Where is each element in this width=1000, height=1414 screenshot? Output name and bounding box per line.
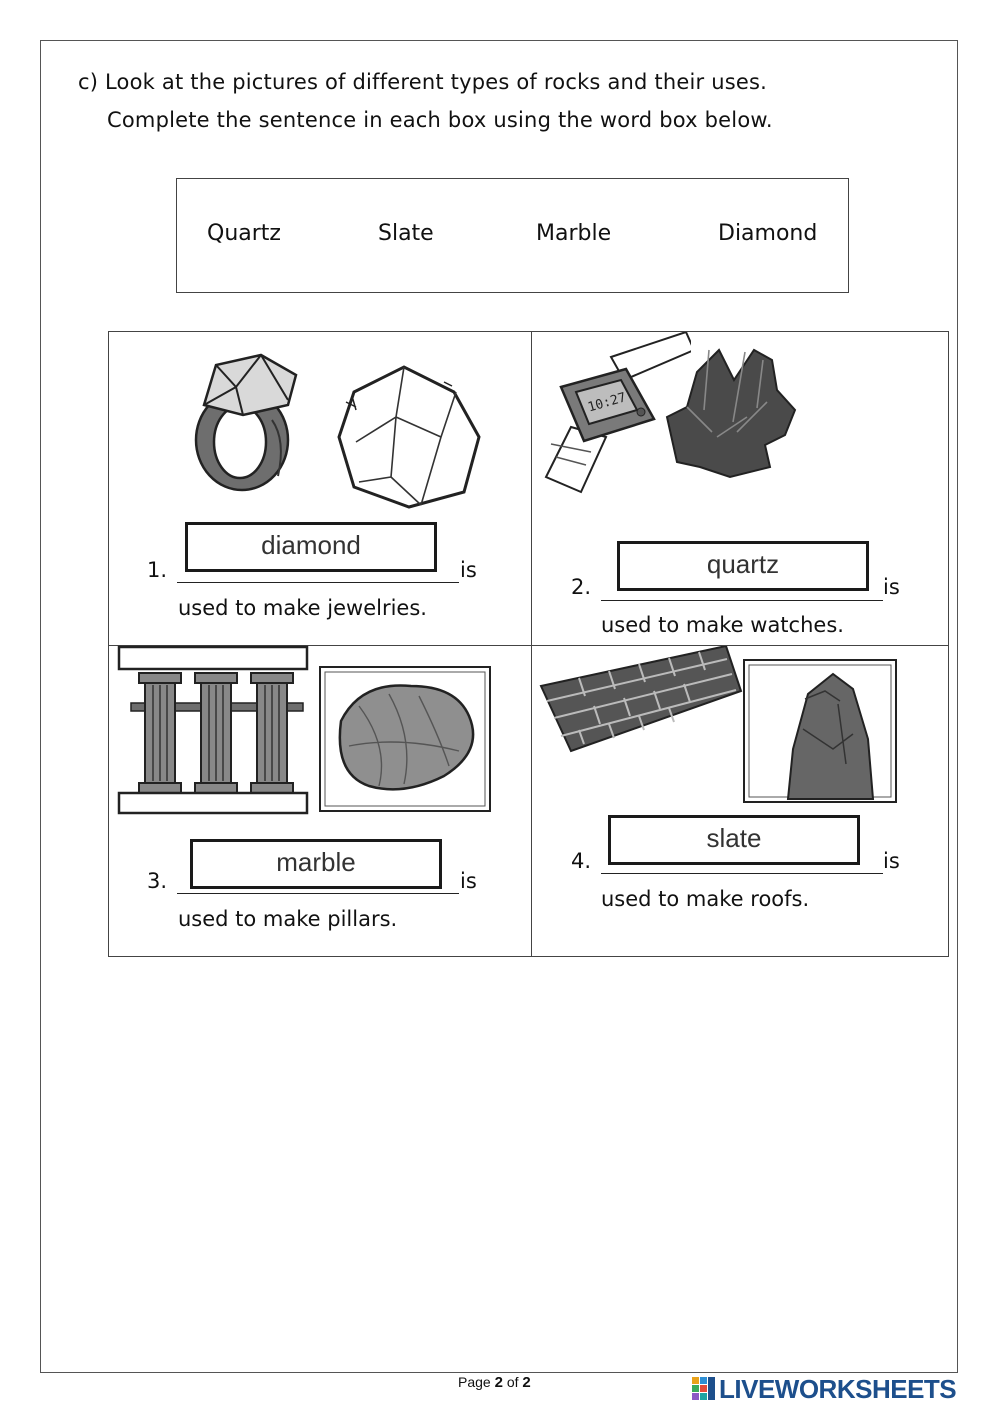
- word-slate: Slate: [378, 221, 434, 246]
- ring-icon: [184, 350, 309, 495]
- page-number: [458, 1374, 531, 1391]
- exercise-grid: [108, 331, 949, 957]
- item-2-answer-field[interactable]: quartz: [617, 541, 869, 591]
- item-3-suffix: is: [460, 869, 477, 893]
- instruction-line-2: Complete the sentence in each box using the word box below.: [107, 108, 773, 132]
- word-box: [176, 178, 849, 293]
- grid-divider-vertical: [531, 332, 532, 956]
- item-3-answer-field[interactable]: marble: [190, 839, 442, 889]
- item-3-blank-line: [177, 893, 459, 894]
- word-quartz: Quartz: [207, 221, 281, 246]
- pillars-icon: [117, 645, 312, 815]
- item-2-number: 2.: [571, 575, 592, 599]
- marble-rock-icon: [319, 666, 491, 812]
- item-1-number: 1.: [147, 558, 168, 582]
- item-1-suffix: is: [460, 558, 477, 582]
- item-1-continuation: used to make jewelries.: [178, 596, 427, 620]
- item-4-blank-line: [601, 873, 883, 874]
- item-1-answer-field[interactable]: diamond: [185, 522, 437, 572]
- item-3-continuation: used to make pillars.: [178, 907, 398, 931]
- liveworksheets-wordmark: LIVEWORKSHEETS: [719, 1374, 957, 1404]
- item-4-suffix: is: [883, 849, 900, 873]
- instruction-line-1: c) Look at the pictures of different types of rocks and their uses.: [78, 70, 768, 94]
- item-4-answer-field[interactable]: slate: [608, 815, 860, 865]
- slate-rock-icon: [743, 659, 897, 803]
- svg-text:10:27: 10:27: [586, 390, 628, 416]
- item-1-blank-line: [177, 582, 459, 583]
- liveworksheets-logo: [692, 1374, 992, 1406]
- word-marble: Marble: [536, 221, 612, 246]
- roof-tiles-icon: [539, 646, 744, 761]
- item-4-continuation: used to make roofs.: [601, 887, 810, 911]
- item-2-continuation: used to make watches.: [601, 613, 844, 637]
- word-diamond: Diamond: [718, 221, 818, 246]
- item-4-number: 4.: [571, 849, 592, 873]
- page-current: 2: [494, 1374, 503, 1391]
- liveworksheets-icon: [692, 1377, 716, 1403]
- quartz-crystal-icon: [657, 342, 802, 482]
- item-3-number: 3.: [147, 869, 168, 893]
- page-total: 2: [522, 1374, 531, 1391]
- item-2-blank-line: [601, 600, 883, 601]
- item-2-suffix: is: [883, 575, 900, 599]
- diamond-rock-icon: [334, 362, 484, 512]
- page-of: of: [506, 1374, 519, 1390]
- page-label: Page: [458, 1374, 491, 1390]
